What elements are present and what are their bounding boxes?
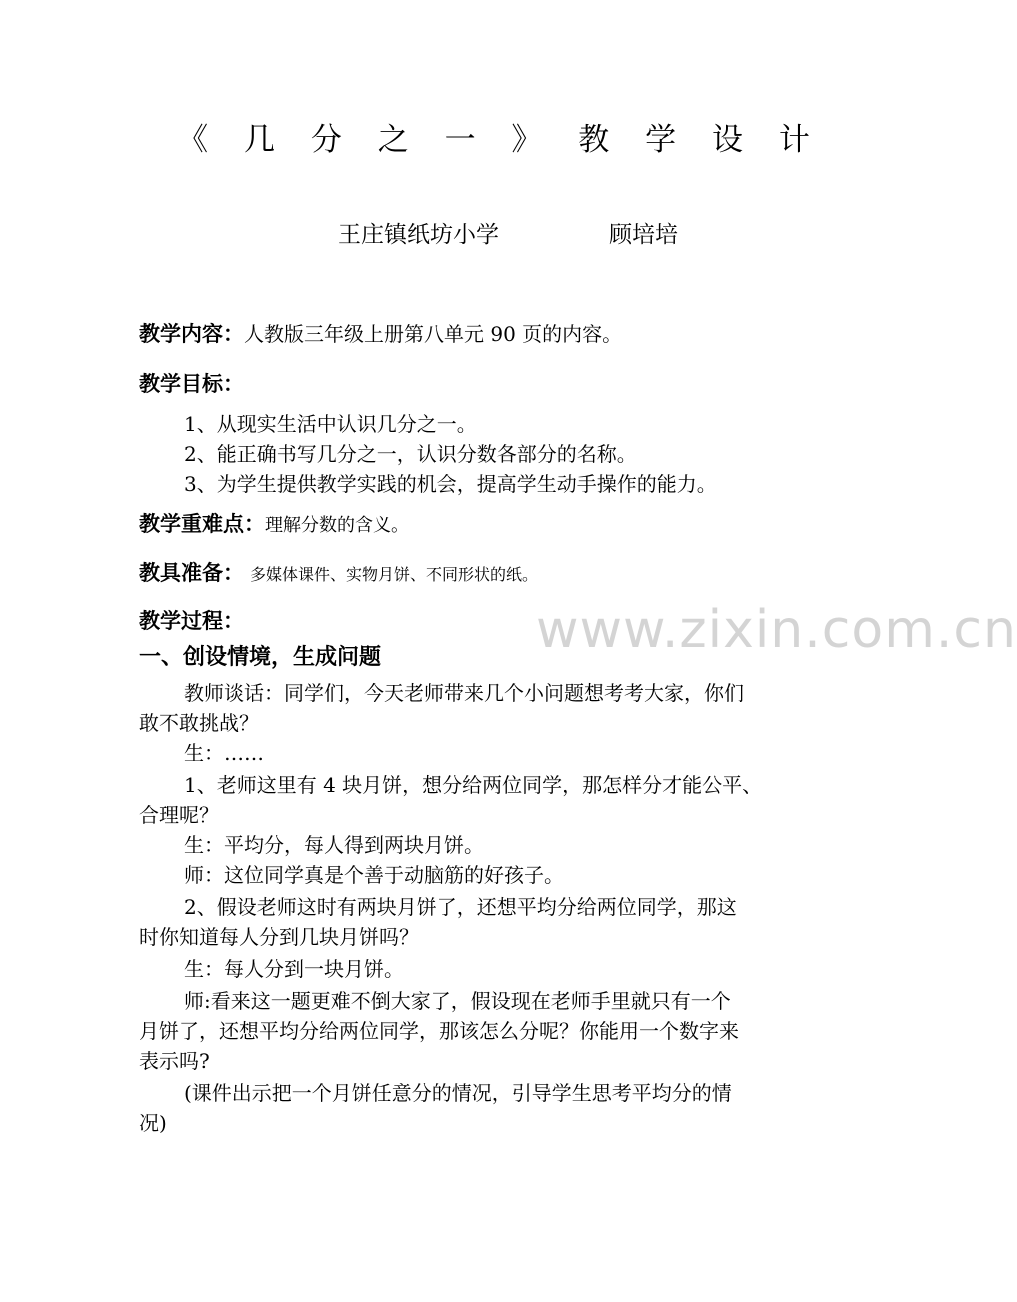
paragraph-line: 2、假设老师这时有两块月饼了，还想平均分给两位同学，那这 [184, 895, 737, 919]
content-row [139, 318, 622, 348]
goal-item: 3、为学生提供教学实践的机会，提高学生动手操作的能力。 [184, 472, 717, 496]
content-label: 教学内容： [139, 321, 244, 346]
paragraph-line: 师：这位同学真是个善于动脑筋的好孩子。 [184, 863, 564, 887]
paragraph-line: 教师谈话：同学们，今天老师带来几个小问题想考考大家，你们 [184, 681, 744, 705]
goal-item: 2、能正确书写几分之一，认识分数各部分的名称。 [184, 442, 637, 466]
content-text: 人教版三年级上册第八单元 90 页的内容。 [244, 322, 623, 346]
paragraph-line: 生：平均分，每人得到两块月饼。 [184, 833, 484, 857]
key-label: 教学重难点： [139, 511, 265, 536]
paragraph-line: 生：…… [184, 741, 264, 765]
goal-item: 1、从现实生活中认识几分之一。 [184, 412, 477, 436]
tools-row [139, 557, 538, 587]
tools-label: 教具准备： [139, 560, 244, 585]
key-text: 理解分数的含义。 [265, 515, 409, 536]
paragraph-line: 月饼了，还想平均分给两位同学，那该怎么分呢？你能用一个数字来 [139, 1019, 739, 1043]
goals-label: 教学目标： [139, 371, 244, 396]
paragraph-line: (课件出示把一个月饼任意分的情况，引导学生思考平均分的情 [184, 1081, 732, 1105]
key-row [139, 508, 409, 538]
author-name: 顾培培 [609, 222, 678, 248]
paragraph-line: 表示吗? [139, 1049, 210, 1073]
paragraph-line: 合理呢？ [139, 803, 219, 827]
tools-text: 多媒体课件、实物月饼、不同形状的纸。 [250, 565, 539, 584]
section-heading: 一、创设情境，生成问题 [139, 644, 382, 670]
paragraph-line: 师:看来这一题更难不倒大家了，假设现在老师手里就只有一个 [184, 989, 731, 1013]
paragraph-line: 敢不敢挑战？ [139, 711, 259, 735]
paragraph-line: 生：每人分到一块月饼。 [184, 957, 404, 981]
document-title: 《 几 分 之 一 》 教 学 设 计 [177, 122, 823, 158]
school-name: 王庄镇纸坊小学 [338, 222, 499, 248]
paragraph-line: 况) [139, 1111, 167, 1135]
paragraph-line: 时你知道每人分到几块月饼吗？ [139, 925, 419, 949]
process-label: 教学过程： [139, 608, 244, 633]
paragraph-line: 1、老师这里有 4 块月饼，想分给两位同学，那怎样分才能公平、 [184, 773, 763, 797]
watermark: www.zixin.com.cn [536, 600, 1017, 660]
